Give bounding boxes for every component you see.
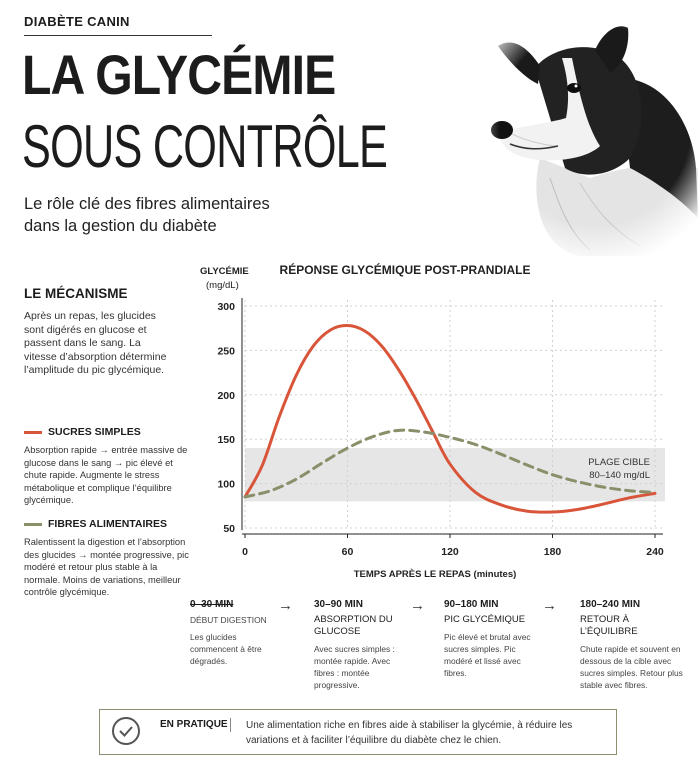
phase-1-time: 30–90 MIN [314,599,363,610]
legend-simple-sugars [24,426,189,507]
legend-label-fibers: FIBRES ALIMENTAIRES [48,518,168,530]
legend-desc-fibers: Ralentissent la digestion et l’absorption des glucides → montée progressive, pic modéré et retour plus stable à la normale. Moins de variations, meilleur contrôle glycémique. [24,537,189,597]
dog-illustration [470,18,698,256]
y-tick-label: 300 [217,301,235,313]
phase-3 [580,599,684,691]
x-tick-label: 240 [646,546,664,558]
phase-0 [190,599,285,667]
practice-divider [230,718,231,732]
legend-label-simple-sugars: SUCRES SIMPLES [48,426,141,438]
mechanism-title: LE MÉCANISME [24,286,128,301]
x-tick-label: 60 [341,546,354,558]
phase-2-time: 90–180 MIN [444,599,499,610]
phase-0-name: DÉBUT DIGESTION [190,615,267,625]
phase-2-desc: Pic élevé et brutal avec sucres simples. Pic modéré et lissé avec fibres. [444,632,531,678]
x-tick-label: 0 [242,546,248,558]
y-tick-label: 150 [217,434,235,447]
y-axis-unit: (mg/dL) [206,280,239,291]
check-icon [112,717,140,745]
kicker: DIABÈTE CANIN [24,14,130,29]
target-band-label: PLAGE CIBLE [588,457,650,469]
legend-desc-simple-sugars: Absorption rapide → entrée massive de glucose dans le sang → pic élevé et chute rapide. Augmente le stress métabolique et complique l’équilibre glycémique. [24,445,188,505]
legend-fibers [24,518,189,599]
phase-0-desc: Les glucides commencent à être dégradés. [190,632,262,666]
phase-3-desc: Chute rapide et souvent en dessous de la cible avec sucres simples. Retour plus stable avec fibres. [580,644,683,690]
kicker-divider [24,35,212,36]
target-band-range: 80–140 mg/dL [589,470,650,482]
chart-title: RÉPONSE GLYCÉMIQUE POST-PRANDIALE [279,263,531,277]
legend-swatch-simple-sugars [24,431,42,434]
phase-1 [314,599,404,691]
x-tick-label: 120 [441,546,459,558]
phase-3-time: 180–240 MIN [580,599,641,610]
legend-swatch-fibers [24,523,42,526]
mechanism-text: Après un repas, les glucides sont digérés en glucose et passent dans le sang. La vitesse d’absorption détermine l’amplitude du pic glycémique. [24,310,167,376]
phase-2 [444,599,536,679]
glycemia-chart [190,258,690,588]
phase-1-name: ABSORPTION DU GLUCOSE [314,614,393,637]
title-line-2: SOUS CONTRÔLE [22,113,388,180]
practice-text: Une alimentation riche en fibres aide à stabiliser la glycémie, à réduire les variations et à faciliter l’équilibre du diabète chez le chien. [246,720,573,746]
x-axis-label: TEMPS APRÈS LE REPAS (minutes) [353,569,517,580]
y-tick-label: 200 [217,389,235,402]
y-tick-label: 100 [217,478,235,491]
practice-box [99,709,617,755]
practice-label: EN PRATIQUE [160,719,228,730]
y-axis-label: GLYCÉMIE [200,266,249,277]
phase-1-desc: Avec sucres simples : montée rapide. Avec fibres : montée progressive. [314,644,395,690]
arrow-icon: → [410,597,425,614]
phase-3-name: RETOUR À L’ÉQUILIBRE [580,614,638,637]
phase-2-name: PIC GLYCÉMIQUE [444,614,526,625]
x-tick-label: 180 [543,546,562,558]
title-line-1: LA GLYCÉMIE [22,43,336,106]
y-tick-label: 50 [223,523,235,535]
arrow-icon: → [278,597,293,614]
arrow-icon: → [542,597,557,614]
subtitle: Le rôle clé des fibres alimentaires dans la gestion du diabète [24,195,270,235]
phase-0-time: 0–30 MIN [190,599,234,610]
y-tick-label: 250 [217,345,235,358]
